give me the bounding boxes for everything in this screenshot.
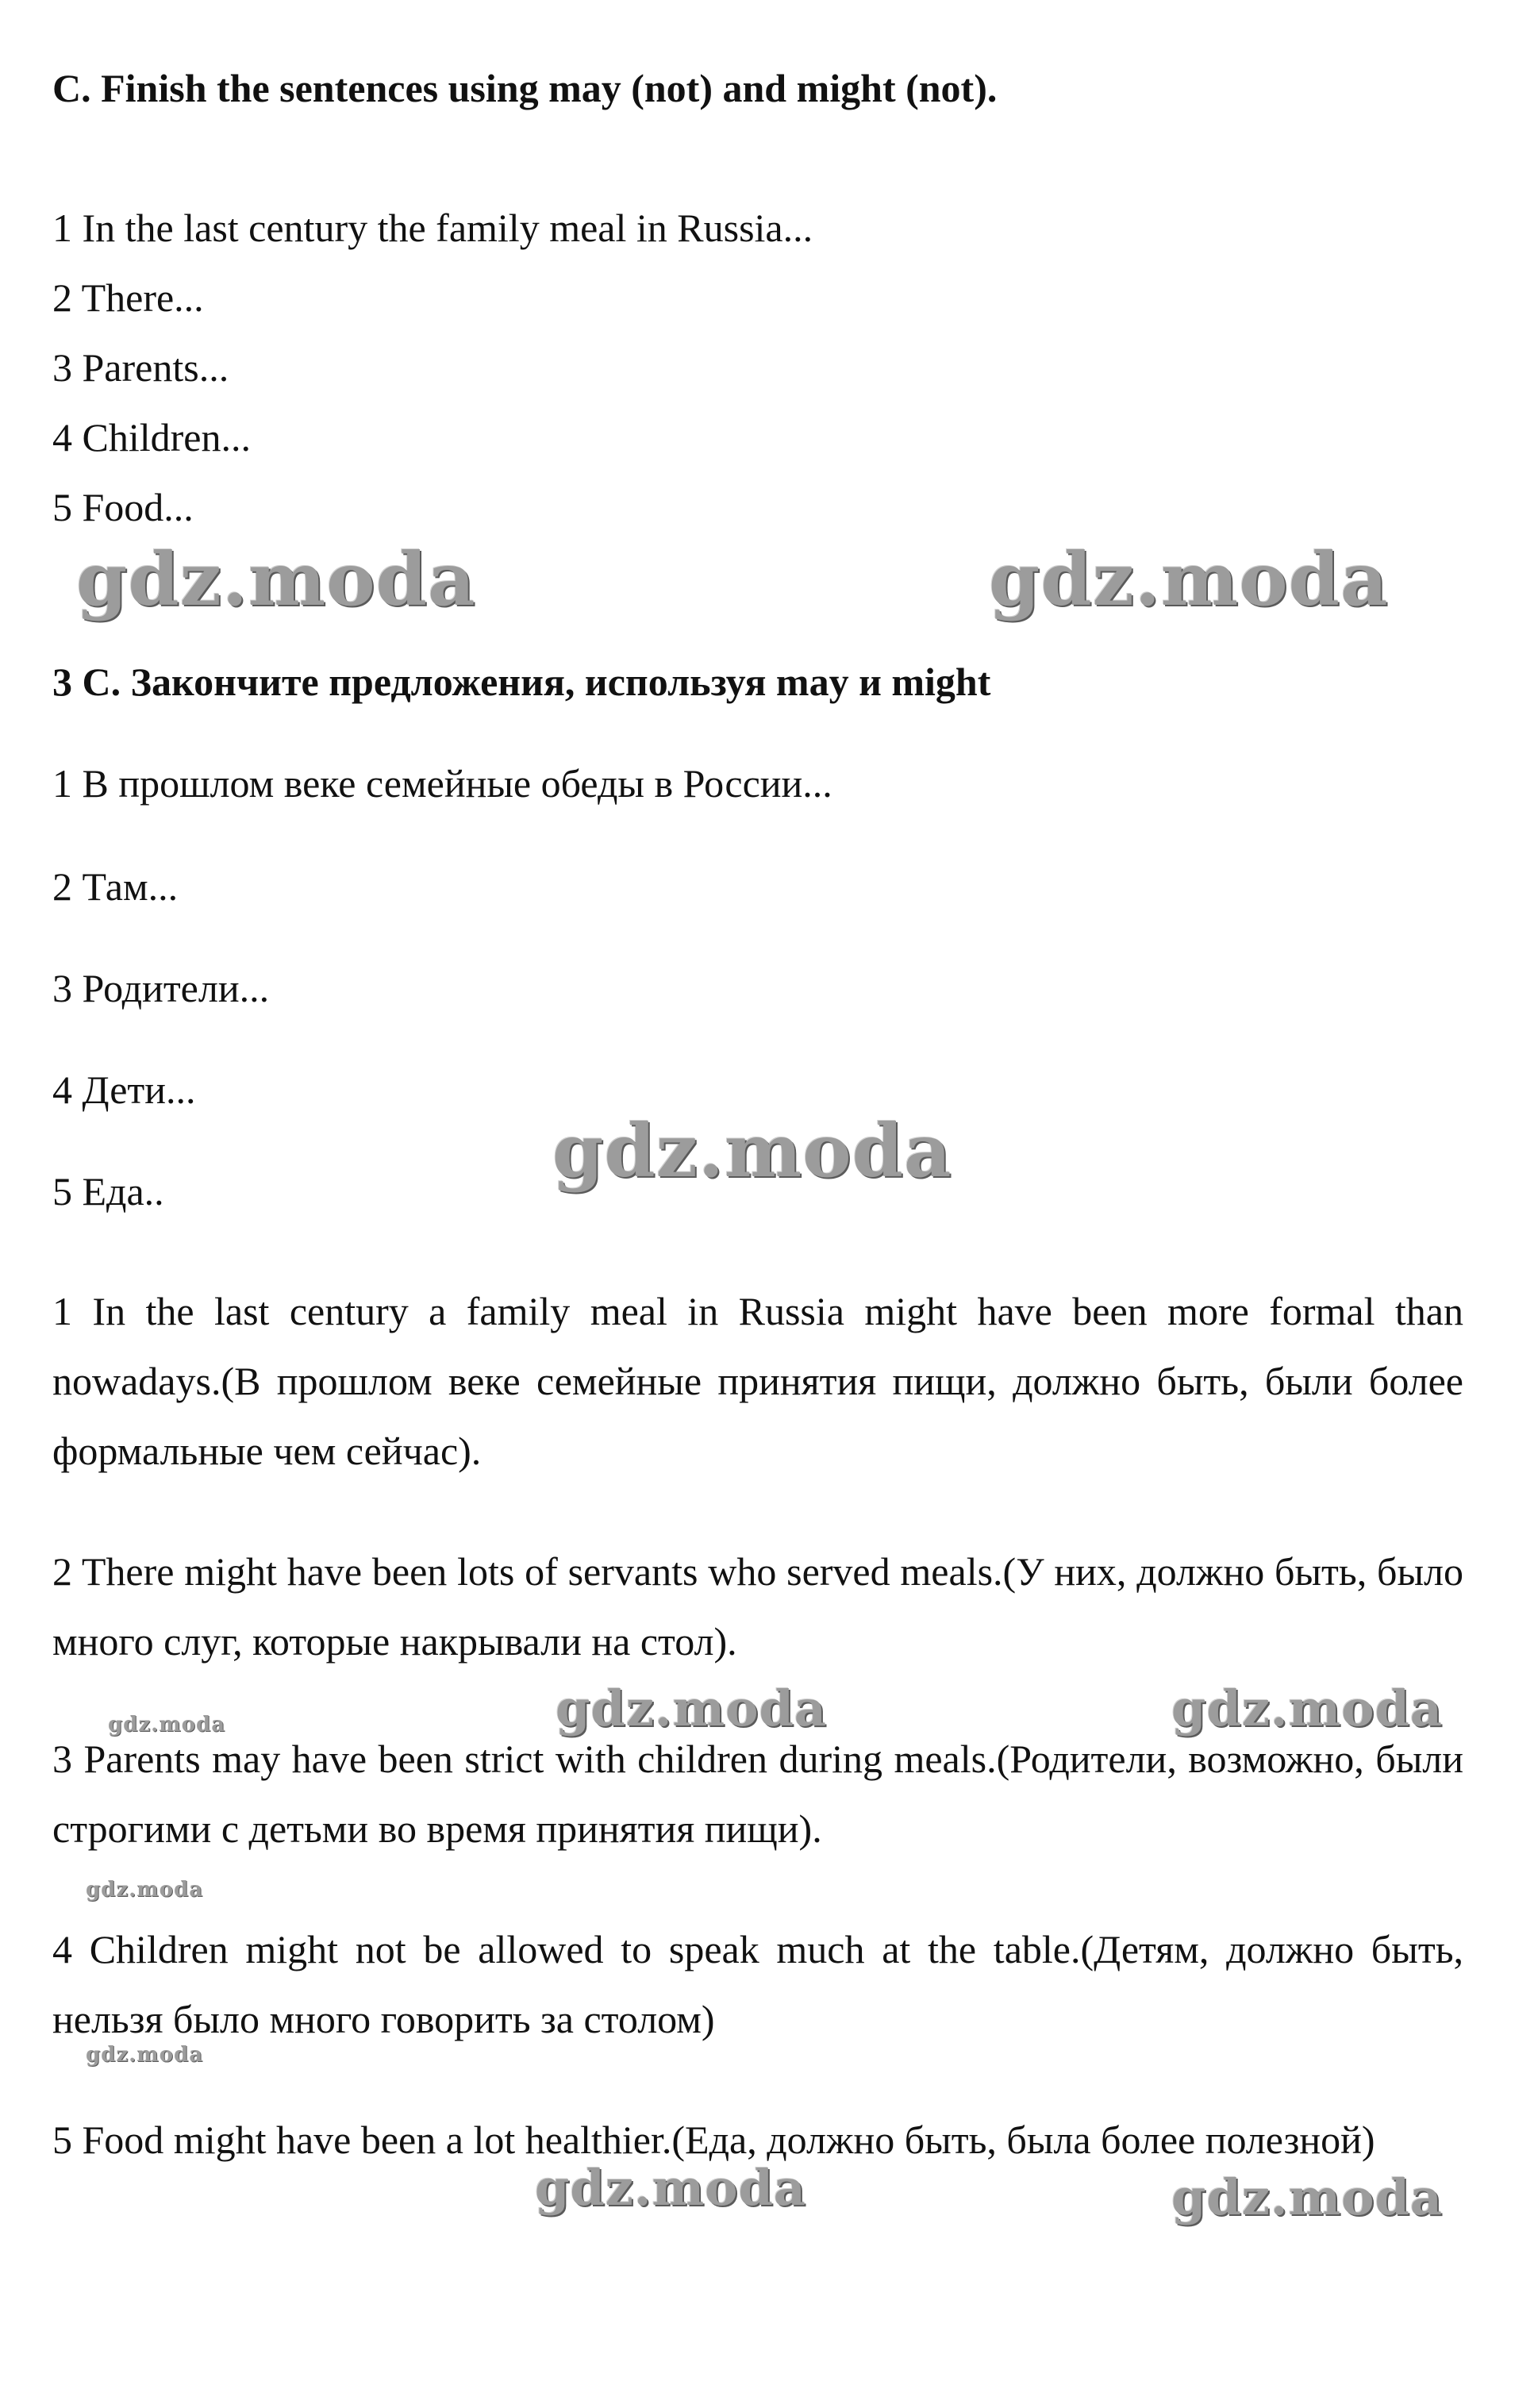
exercise-item-en-4: 4 Children... xyxy=(52,415,251,460)
exercise-heading-en: C. Finish the sentences using may (not) and might (not). xyxy=(52,66,998,110)
answer-5: 5 Food might have been a lot healthier.(Еда, должно быть, была более полезной) xyxy=(52,2118,1375,2162)
watermark-logo: gdz.moda xyxy=(556,1679,827,1737)
answer-1: 1 In the last century a family meal in Russia might have been more formal than nowadays.(В прошлом веке семейные принятия пищи, должно быть, были более формальные чем сейчас). xyxy=(52,1289,1463,1473)
watermark-logo: gdz.moda xyxy=(535,2159,806,2217)
exercise-item-ru-3: 3 Родители... xyxy=(52,966,270,1010)
watermark-logo: gdz.moda xyxy=(552,1108,952,1194)
watermark-logo: gdz.moda xyxy=(108,1713,226,1737)
watermark-logo: gdz.moda xyxy=(1171,1679,1443,1737)
exercise-item-ru-4: 4 Дети... xyxy=(52,1067,196,1112)
watermark-logo: gdz.moda xyxy=(1171,2168,1443,2226)
exercise-item-en-1: 1 In the last century the family meal in Russia... xyxy=(52,206,813,250)
exercise-item-en-5: 5 Food... xyxy=(52,485,194,529)
watermark-logo: gdz.moda xyxy=(989,537,1389,622)
exercise-item-ru-5: 5 Еда.. xyxy=(52,1169,164,1214)
exercise-item-ru-1: 1 В прошлом веке семейные обеды в России... xyxy=(52,761,832,806)
watermark-logo: gdz.moda xyxy=(86,2043,204,2067)
exercise-heading-ru: 3 С. Закончите предложения, используя may и might xyxy=(52,660,991,704)
exercise-item-en-3: 3 Parents... xyxy=(52,345,229,390)
watermark-logo: gdz.moda xyxy=(86,1878,204,1902)
answer-4: 4 Children might not be allowed to speak much at the table.(Детям, должно быть, нельзя было много говорить за столом) xyxy=(52,1927,1463,2041)
answer-3: 3 Parents may have been strict with children during meals.(Родители, возможно, были строгими с детьми во время принятия пищи). xyxy=(52,1737,1463,1851)
exercise-item-en-2: 2 There... xyxy=(52,275,204,320)
exercise-item-ru-2: 2 Там... xyxy=(52,864,179,909)
watermark-logo: gdz.moda xyxy=(76,537,476,622)
answer-2: 2 There might have been lots of servants who served meals.(У них, должно быть, было много слуг, которые накрывали на стол). xyxy=(52,1549,1463,1664)
